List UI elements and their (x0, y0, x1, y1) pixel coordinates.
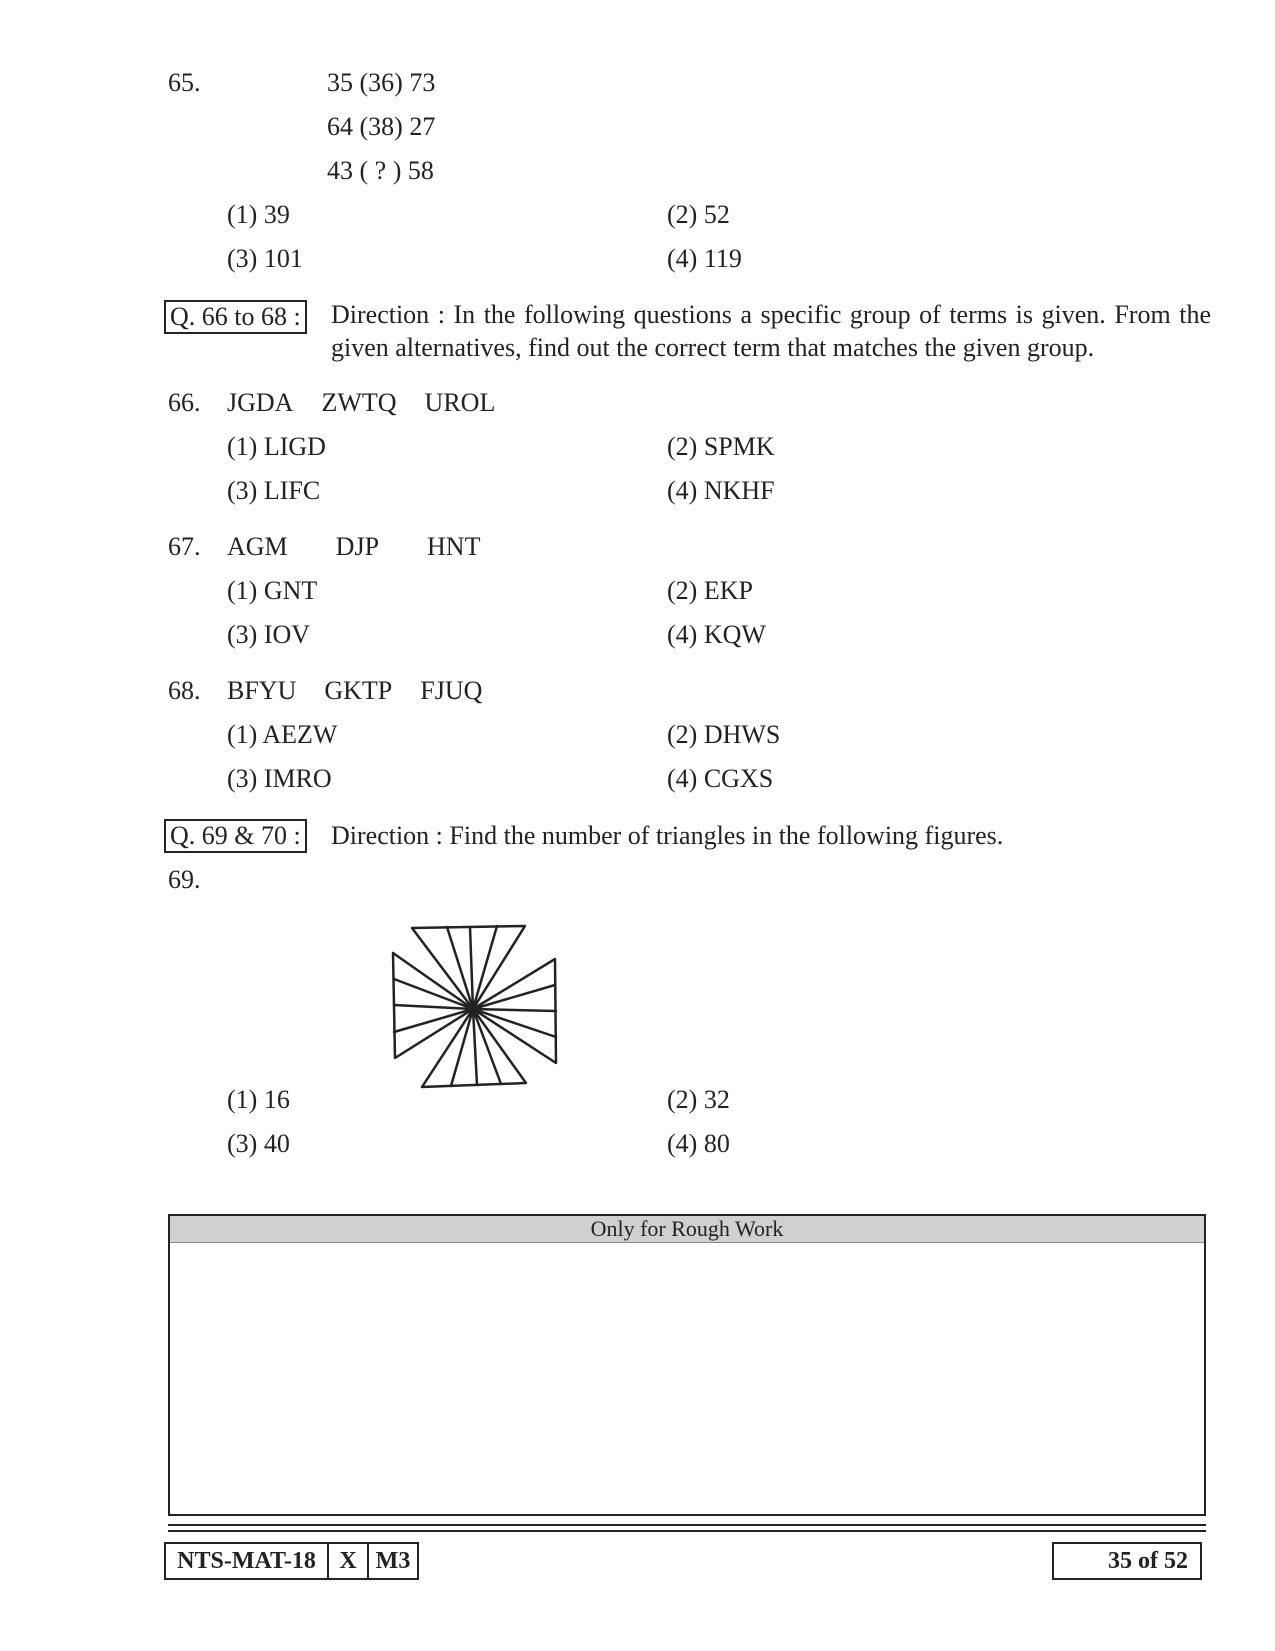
term: GKTP (324, 676, 393, 705)
option: (2) EKP (667, 576, 753, 605)
option: (1) 39 (227, 200, 290, 229)
option: (1) LIGD (227, 432, 326, 461)
series-row: 64 (38) 27 (327, 112, 436, 141)
option: (4) KQW (667, 620, 766, 649)
term-group (227, 676, 510, 706)
option: (4) CGXS (667, 764, 774, 793)
term: HNT (427, 532, 481, 561)
direction-text: Direction : Find the number of triangles in the following figures. (331, 821, 1004, 850)
triangle-fan-figure (388, 918, 566, 1090)
term: BFYU (227, 676, 297, 705)
option: (1) 16 (227, 1085, 290, 1114)
series-row: 43 ( ? ) 58 (327, 156, 434, 185)
term: ZWTQ (321, 388, 397, 417)
term-group (227, 388, 523, 418)
set-code: M3 (367, 1542, 419, 1580)
footer-rule (168, 1524, 1206, 1526)
option: (2) 32 (667, 1085, 730, 1114)
option: (4) 119 (667, 244, 742, 273)
term: DJP (335, 532, 380, 561)
term: AGM (227, 532, 288, 561)
rough-work-box (168, 1214, 1206, 1516)
class-code: X (327, 1542, 369, 1580)
term: FJUQ (420, 676, 483, 705)
option: (1) GNT (227, 576, 318, 605)
question-number: 68. (168, 676, 201, 705)
page-number: 35 of 52 (1052, 1542, 1202, 1580)
direction-label: Q. 66 to 68 : (164, 300, 307, 334)
rough-work-title: Only for Rough Work (170, 1216, 1204, 1243)
option: (2) DHWS (667, 720, 781, 749)
option: (2) 52 (667, 200, 730, 229)
direction-label: Q. 69 & 70 : (164, 819, 307, 853)
question-number: 65. (168, 68, 201, 97)
question-number: 66. (168, 388, 201, 417)
option: (2) SPMK (667, 432, 775, 461)
term-group (227, 532, 508, 562)
series-row: 35 (36) 73 (327, 68, 436, 97)
option: (1) AEZW (227, 720, 338, 749)
option: (3) IMRO (227, 764, 332, 793)
option: (3) 101 (227, 244, 303, 273)
option: (4) NKHF (667, 476, 775, 505)
option: (4) 80 (667, 1129, 730, 1158)
paper-code: NTS-MAT-18 (164, 1542, 329, 1580)
footer-rule (168, 1530, 1206, 1532)
term: UROL (424, 388, 496, 417)
question-number: 67. (168, 532, 201, 561)
question-number: 69. (168, 865, 201, 894)
option: (3) 40 (227, 1129, 290, 1158)
option: (3) IOV (227, 620, 311, 649)
direction-text: Direction : In the following questions a specific group of terms is given. From the given alternatives, find out the correct term that matches the given group. (331, 300, 1211, 362)
term: JGDA (227, 388, 294, 417)
option: (3) LIFC (227, 476, 321, 505)
